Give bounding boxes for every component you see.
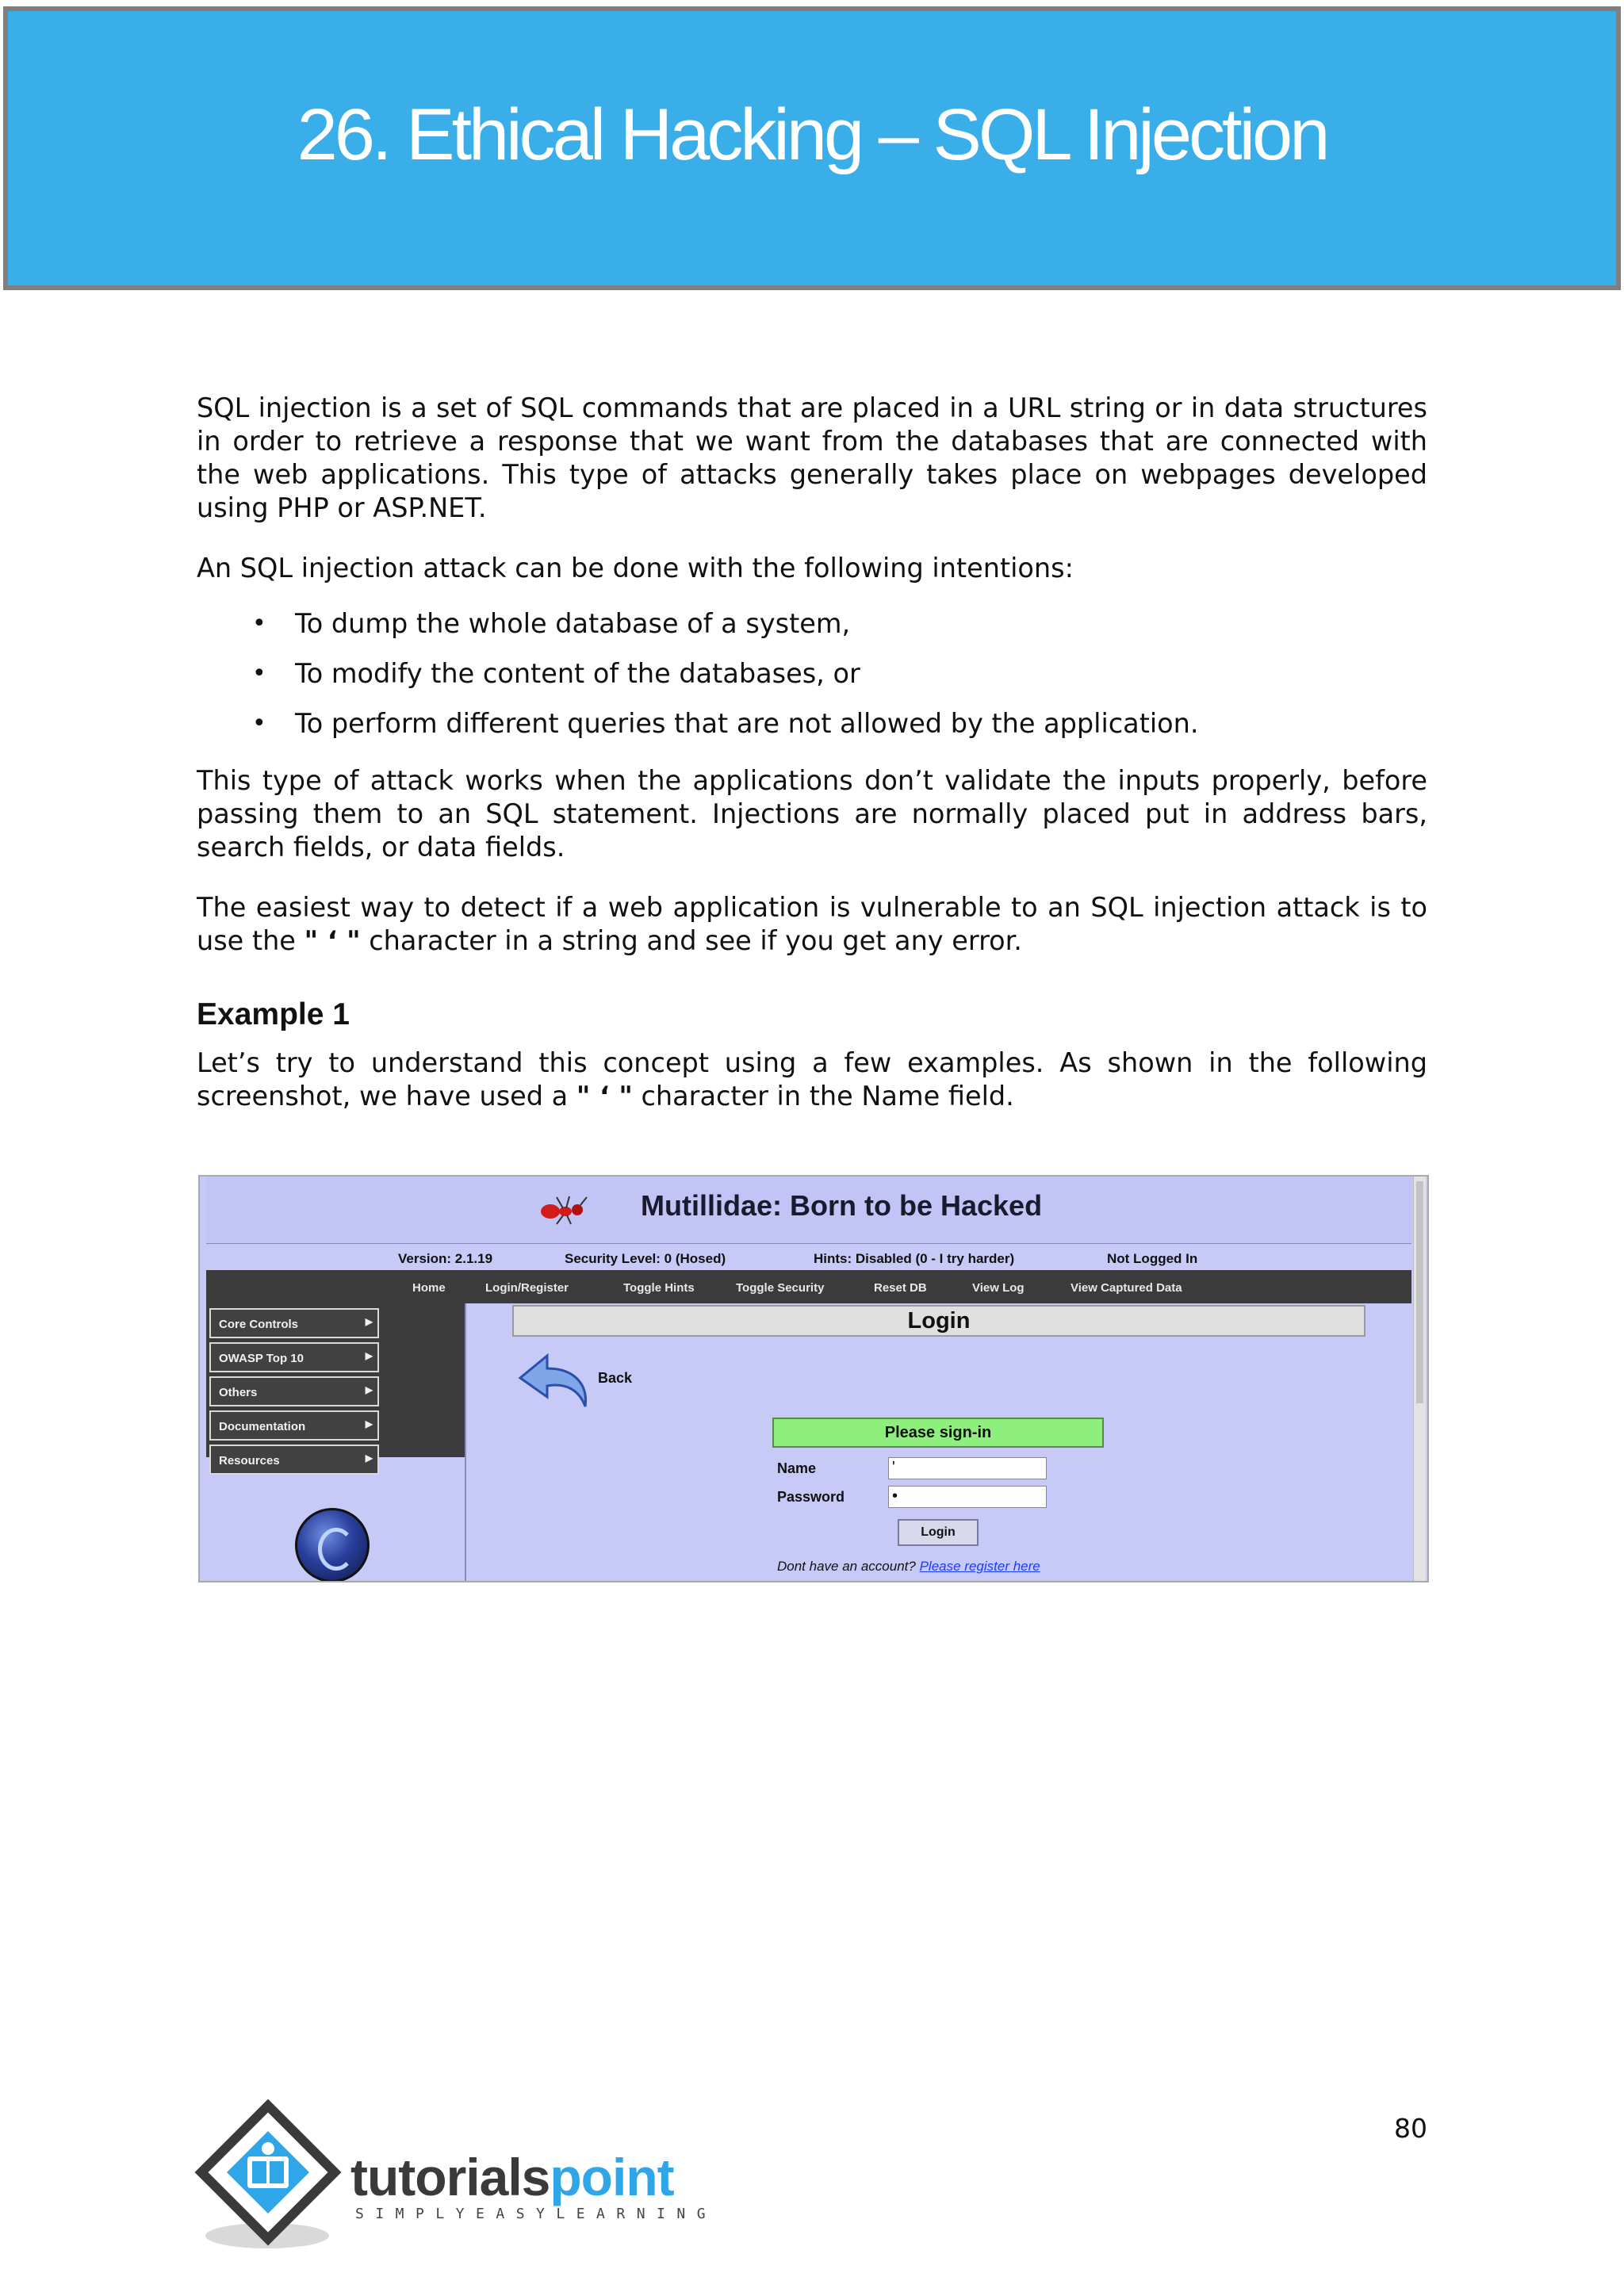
- chevron-right-icon: ▶: [365, 1384, 373, 1395]
- nav-view-log[interactable]: View Log: [972, 1281, 1025, 1295]
- detect-paragraph: [197, 891, 1427, 958]
- sidebar-item-core-controls[interactable]: [209, 1308, 379, 1338]
- scrollbar-thumb[interactable]: [1416, 1181, 1423, 1403]
- sidebar-item-owasp-top-10[interactable]: [209, 1342, 379, 1372]
- list-item: • To modify the content of the databases, or: [252, 657, 1427, 691]
- nav-home[interactable]: Home: [412, 1281, 446, 1295]
- sidebar-item-others[interactable]: [209, 1376, 379, 1406]
- chevron-right-icon: ▶: [365, 1418, 373, 1429]
- register-prompt: [777, 1559, 1040, 1575]
- sidebar-item-documentation[interactable]: [209, 1410, 379, 1441]
- password-label: Password: [777, 1489, 845, 1505]
- sign-in-heading: Please sign-in: [772, 1418, 1104, 1448]
- mutillidae-screenshot: [198, 1175, 1429, 1582]
- sidebar-item-label: OWASP Top 10: [219, 1352, 304, 1365]
- mutillidae-orb-icon: [295, 1508, 370, 1582]
- screenshot-header: [206, 1177, 1411, 1244]
- login-button[interactable]: Login: [898, 1519, 979, 1546]
- logo-word-tutorials: tutorials: [350, 2148, 550, 2206]
- ant-logo-icon: [539, 1194, 590, 1226]
- chevron-right-icon: ▶: [365, 1316, 373, 1327]
- list-item: • To perform different queries that are not allowed by the application.: [252, 707, 1427, 740]
- tutorialspoint-logo: [192, 2099, 731, 2258]
- sidebar-item-label: Core Controls: [219, 1318, 299, 1331]
- hints-text: Hints: Disabled (0 - I try harder): [814, 1251, 1015, 1266]
- intentions-paragraph: An SQL injection attack can be done with the following intentions:: [197, 553, 1074, 584]
- name-field[interactable]: ': [888, 1457, 1047, 1479]
- nav-view-captured-data[interactable]: View Captured Data: [1071, 1281, 1182, 1295]
- example-paragraph: [197, 1047, 1427, 1113]
- quote-char: " ‘ ": [304, 925, 361, 956]
- nav-toggle-security[interactable]: Toggle Security: [736, 1281, 825, 1295]
- security-level-text: Security Level: 0 (Hosed): [565, 1251, 726, 1266]
- example-text: Let’s try to understand this concept using a few examples. As shown in the following screenshot, we have used a: [197, 1047, 1427, 1112]
- register-text: Dont have an account?: [777, 1559, 916, 1574]
- logo-wordmark: [350, 2147, 674, 2207]
- sidebar-item-resources[interactable]: [209, 1445, 379, 1475]
- sidebar-item-label: Documentation: [219, 1420, 306, 1433]
- chapter-title: 26. Ethical Hacking – SQL Injection: [297, 94, 1327, 175]
- quote-char: " ‘ ": [576, 1081, 633, 1112]
- sidebar-item-label: Resources: [219, 1454, 280, 1468]
- screenshot-sidebar: [206, 1303, 465, 1457]
- name-label: Name: [777, 1460, 817, 1476]
- nav-reset-db[interactable]: Reset DB: [874, 1281, 927, 1295]
- screenshot-title: Mutillidae: Born to be Hacked: [641, 1189, 1043, 1222]
- logo-word-point: point: [550, 2148, 674, 2206]
- example-heading: Example 1: [197, 997, 350, 1031]
- back-arrow-icon[interactable]: [515, 1351, 593, 1413]
- detect-text-end: character in a string and see if you get any error.: [360, 925, 1022, 956]
- chevron-right-icon: ▶: [365, 1452, 373, 1464]
- logo-tagline: SIMPLYEASYLEARNING: [355, 2206, 718, 2222]
- example-text-end: character in the Name field.: [632, 1081, 1014, 1112]
- nav-toggle-hints[interactable]: Toggle Hints: [623, 1281, 695, 1295]
- nav-login-register[interactable]: Login/Register: [485, 1281, 569, 1295]
- password-field[interactable]: •: [888, 1486, 1047, 1508]
- intro-paragraph: SQL injection is a set of SQL commands that are placed in a URL string or in data structures in order to retrieve a response that we want from the databases that are connected with the web applications. This type of attacks generally takes place on webpages developed using PHP or ASP.NET.: [197, 392, 1427, 523]
- login-heading: Login: [512, 1305, 1365, 1337]
- detect-text: The easiest way to detect if a web application is vulnerable to an SQL injection attack is to use the: [197, 892, 1427, 956]
- attack-paragraph: This type of attack works when the applications don’t validate the inputs properly, before passing them to an SQL statement. Injections are normally placed put in address bars, search fields, or data fields.: [197, 765, 1427, 863]
- version-text: Version: 2.1.19: [398, 1251, 493, 1266]
- list-item: • To dump the whole database of a system,: [252, 607, 1427, 641]
- status-bar: [206, 1243, 1411, 1270]
- sidebar-divider: [465, 1303, 466, 1582]
- page-number: 80: [1394, 2113, 1427, 2144]
- chevron-right-icon: ▶: [365, 1350, 373, 1361]
- sidebar-item-label: Others: [219, 1386, 258, 1399]
- page-body: [197, 392, 1427, 1140]
- screenshot-nav: [206, 1270, 1411, 1303]
- chapter-banner: [3, 6, 1621, 290]
- intentions-list: [252, 607, 1427, 740]
- tutorialspoint-logo-icon: [192, 2099, 350, 2258]
- back-link[interactable]: Back: [598, 1370, 633, 1386]
- login-state-text: Not Logged In: [1107, 1251, 1198, 1266]
- screenshot-scrollbar[interactable]: [1413, 1177, 1426, 1582]
- register-link[interactable]: Please register here: [919, 1559, 1040, 1574]
